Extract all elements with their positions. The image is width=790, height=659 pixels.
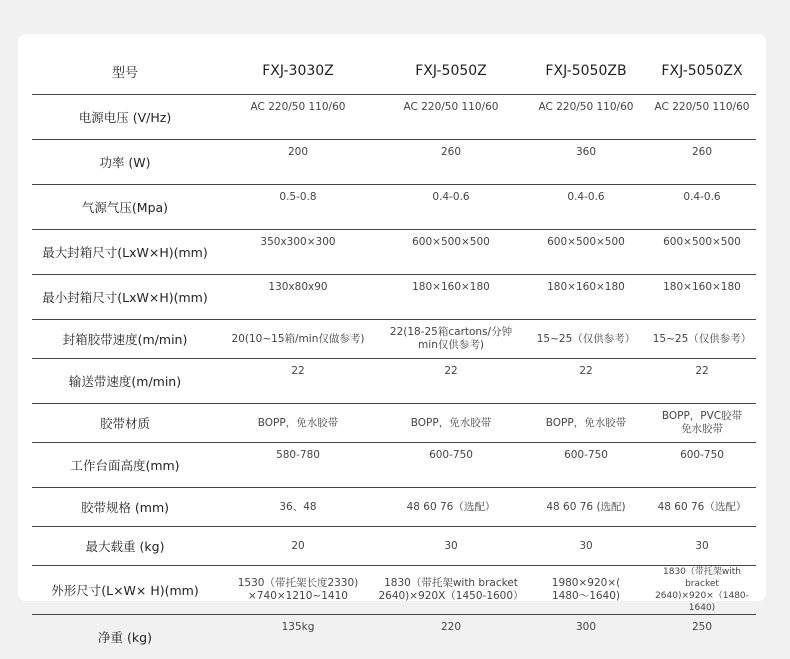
row-value: 22: [524, 359, 648, 404]
row-value: 1830（带托架with bracket 2640)×920×（1480-1640): [648, 566, 756, 615]
spec-card: [18, 34, 766, 601]
table-row: [32, 275, 756, 320]
row-value: BOPP，免水胶带: [378, 404, 524, 443]
row-label: 最小封箱尺寸(LxW×H)(mm): [32, 275, 218, 320]
row-value: 22: [218, 359, 378, 404]
row-value: 48 60 76（选配）: [378, 488, 524, 527]
row-value: 360: [524, 140, 648, 185]
table-row: [32, 230, 756, 275]
row-value: 250: [648, 615, 756, 659]
row-value: 260: [648, 140, 756, 185]
row-value: 180×160×180: [648, 275, 756, 320]
row-value: 200: [218, 140, 378, 185]
row-label: 胶带材质: [32, 404, 218, 443]
row-value: 48 60 76 (选配): [524, 488, 648, 527]
row-value: 30: [378, 527, 524, 566]
row-value: 20: [218, 527, 378, 566]
row-value: 1830（带托架with bracket 2640)×920X（1450-1600）: [378, 566, 524, 615]
row-value: 20(10~15箱/min仅做参考): [218, 320, 378, 359]
row-label: 功率 (W): [32, 140, 218, 185]
row-value: 580-780: [218, 443, 378, 488]
row-value: BOPP，PVC胶带 免水胶带: [648, 404, 756, 443]
row-value: 600-750: [378, 443, 524, 488]
row-value: 600×500×500: [378, 230, 524, 275]
row-label: 工作台面高度(mm): [32, 443, 218, 488]
table-row: [32, 185, 756, 230]
row-label: 最大载重 (kg): [32, 527, 218, 566]
row-value: 30: [524, 527, 648, 566]
row-value: 300: [524, 615, 648, 659]
row-value: 180×160×180: [524, 275, 648, 320]
row-value: 180×160×180: [378, 275, 524, 320]
row-value: 0.4-0.6: [648, 185, 756, 230]
row-value: BOPP，免水胶带: [524, 404, 648, 443]
row-value: 600-750: [524, 443, 648, 488]
model-name: FXJ-5050ZX: [648, 48, 756, 95]
table-row: [32, 488, 756, 527]
row-value: 1530（带托架长度2330) ×740×1210~1410: [218, 566, 378, 615]
row-label: 气源气压(Mpa): [32, 185, 218, 230]
table-row: [32, 359, 756, 404]
row-label: 输送带速度(m/min): [32, 359, 218, 404]
row-value: 1980×920×( 1480～1640): [524, 566, 648, 615]
row-value: AC 220/50 110/60: [378, 95, 524, 140]
row-value: 15~25（仅供参考）: [524, 320, 648, 359]
row-value: 600×500×500: [524, 230, 648, 275]
table-row: [32, 527, 756, 566]
table-row: [32, 140, 756, 185]
row-value: 36、48: [218, 488, 378, 527]
table-row: [32, 95, 756, 140]
row-value: 220: [378, 615, 524, 659]
row-value: 350x300×300: [218, 230, 378, 275]
row-label: 封箱胶带速度(m/min): [32, 320, 218, 359]
table-row: [32, 320, 756, 359]
table-row: [32, 615, 756, 659]
header-row: [32, 48, 756, 95]
model-name: FXJ-5050Z: [378, 48, 524, 95]
table-row: [32, 443, 756, 488]
row-value: 22(18-25箱cartons/分钟 min仅供参考): [378, 320, 524, 359]
header-label: 型号: [32, 48, 218, 95]
row-label: 净重 (kg): [32, 615, 218, 659]
row-value: 48 60 76（选配）: [648, 488, 756, 527]
row-value: 600×500×500: [648, 230, 756, 275]
row-label: 胶带规格 (mm): [32, 488, 218, 527]
row-value: 0.4-0.6: [378, 185, 524, 230]
row-value: 15~25（仅供参考）: [648, 320, 756, 359]
row-value: 22: [648, 359, 756, 404]
row-value: 0.5-0.8: [218, 185, 378, 230]
row-value: 135kg: [218, 615, 378, 659]
row-value: BOPP，免水胶带: [218, 404, 378, 443]
model-name: FXJ-5050ZB: [524, 48, 648, 95]
row-value: 0.4-0.6: [524, 185, 648, 230]
row-value: AC 220/50 110/60: [524, 95, 648, 140]
row-label: 最大封箱尺寸(LxW×H)(mm): [32, 230, 218, 275]
table-row: [32, 404, 756, 443]
spec-table: [32, 48, 756, 659]
row-value: 600-750: [648, 443, 756, 488]
row-value: 30: [648, 527, 756, 566]
row-value: AC 220/50 110/60: [648, 95, 756, 140]
table-row: [32, 566, 756, 615]
row-value: AC 220/50 110/60: [218, 95, 378, 140]
row-label: 外形尺寸(L×W× H)(mm): [32, 566, 218, 615]
model-name: FXJ-3030Z: [218, 48, 378, 95]
row-label: 电源电压 (V/Hz): [32, 95, 218, 140]
row-value: 130x80x90: [218, 275, 378, 320]
row-value: 22: [378, 359, 524, 404]
row-value: 260: [378, 140, 524, 185]
